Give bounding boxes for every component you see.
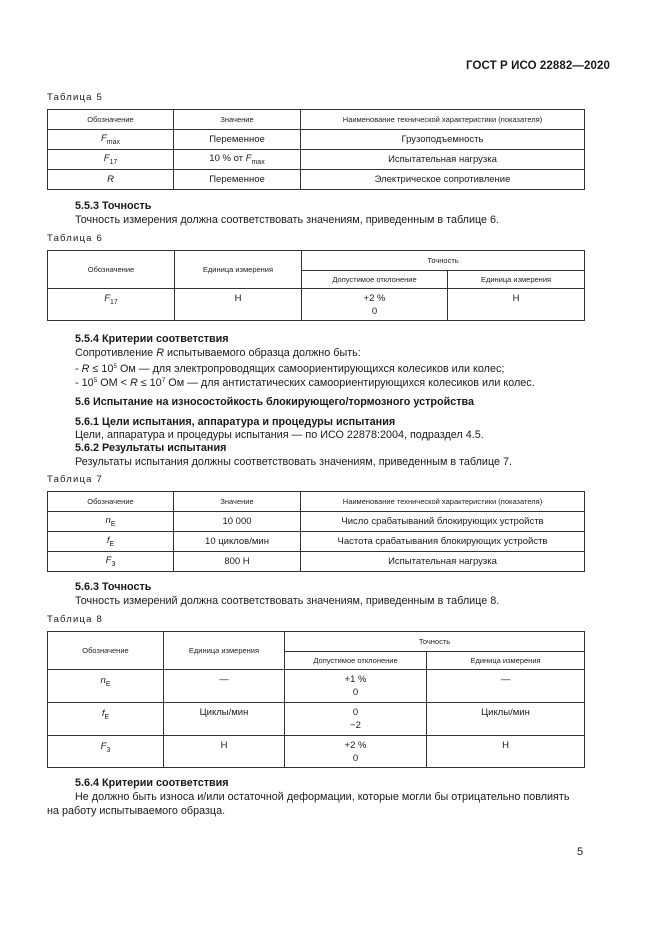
paragraph: Результаты испытания должны соответствовать значениям, приведенным в таблице 7. [75, 456, 513, 468]
column-header: Точность [285, 632, 585, 652]
column-header: Точность [302, 251, 585, 271]
column-header: Обозначение [48, 110, 174, 130]
symbol-cell: $F_{17}$ [48, 150, 174, 170]
name-cell: Электрическое сопротивление [301, 170, 585, 190]
unit-cell: — [164, 670, 285, 703]
value-cell: 10 циклов/мин [174, 532, 301, 552]
column-header: Единица измерения [175, 251, 302, 289]
section-heading: 5.6 Испытание на износостойкость блокирующего/тормозного устройства [75, 396, 475, 408]
table-row [48, 150, 585, 170]
column-header: Единица измерения [164, 632, 285, 670]
table-5 [47, 109, 585, 190]
column-header: Единица измерения [427, 652, 585, 670]
column-header: Наименование технической характеристики (показателя) [301, 492, 585, 512]
table-row [48, 703, 585, 736]
deviation-cell: +1 % 0 [285, 670, 427, 703]
symbol-cell: $f_E$ [48, 532, 174, 552]
symbol-cell: $F_{max}$ [48, 130, 174, 150]
unit-cell: Циклы/мин [427, 703, 585, 736]
unit-cell: Циклы/мин [164, 703, 285, 736]
table-6 [47, 250, 585, 321]
table-7 [47, 491, 585, 572]
table-row [48, 532, 585, 552]
section-heading: 5.6.1 Цели испытания, аппаратура и процедуры испытания [75, 416, 396, 428]
paragraph: на работу испытываемого образца. [47, 805, 226, 817]
column-header: Единица измерения [448, 271, 585, 289]
unit-cell: Н [175, 289, 302, 321]
column-header: Значение [174, 110, 301, 130]
symbol-cell: $n_E$ [48, 670, 164, 703]
symbol-cell: $n_E$ [48, 512, 174, 532]
document-code: ГОСТ Р ИСО 22882—2020 [465, 60, 610, 72]
section-heading: 5.6.3 Точность [75, 581, 152, 593]
column-header: Обозначение [48, 632, 164, 670]
column-header: Допустимое отклонение [285, 652, 427, 670]
table-8 [47, 631, 585, 768]
unit-cell: Н [448, 289, 585, 321]
symbol-cell: $f_E$ [48, 703, 164, 736]
value-cell: Переменное [174, 170, 301, 190]
table-row [48, 130, 585, 150]
table-caption: Таблица 8 [47, 614, 103, 625]
paragraph: Точность измерений должна соответствовать значениям, приведенным в таблице 8. [75, 595, 500, 607]
name-cell: Грузоподъемность [301, 130, 585, 150]
unit-cell: Н [427, 736, 585, 768]
paragraph: Цели, аппаратура и процедуры испытания — по ИСО 22878:2004, подраздел 4.5. [75, 429, 484, 441]
name-cell: Испытательная нагрузка [301, 150, 585, 170]
symbol-cell: $F_3$ [48, 736, 164, 768]
deviation-cell: +2 % 0 [285, 736, 427, 768]
name-cell: Число срабатываний блокирующих устройств [301, 512, 585, 532]
value-cell: 10 % от $F_{max}$ [174, 150, 301, 170]
table-row [48, 552, 585, 572]
page-number: 5 [577, 846, 584, 858]
table-row [48, 512, 585, 532]
table-row [48, 170, 585, 190]
table-caption: Таблица 7 [47, 474, 103, 485]
symbol-cell: R [48, 170, 174, 190]
column-header: Наименование технической характеристики (показателя) [301, 110, 585, 130]
section-heading: 5.6.4 Критерии соответствия [75, 777, 229, 789]
symbol-cell: $F_3$ [48, 552, 174, 572]
name-cell: Испытательная нагрузка [301, 552, 585, 572]
column-header: Обозначение [48, 492, 174, 512]
symbol-cell: $F_{17}$ [48, 289, 175, 321]
deviation-cell: +2 % 0 [302, 289, 448, 321]
list-item: - $R \le 10^5$ Ом — для электропроводящих самоориентирующихся колесиков или колес; [75, 363, 505, 375]
section-heading: 5.5.4 Критерии соответствия [75, 333, 229, 345]
paragraph: Не должно быть износа и/или остаточной деформации, которые могли бы отрицательно повлиять [75, 791, 570, 803]
table-caption: Таблица 6 [47, 233, 103, 244]
value-cell: Переменное [174, 130, 301, 150]
column-header: Допустимое отклонение [302, 271, 448, 289]
unit-cell: — [427, 670, 585, 703]
table-row [48, 736, 585, 768]
name-cell: Частота срабатывания блокирующих устройств [301, 532, 585, 552]
unit-cell: Н [164, 736, 285, 768]
table-row [48, 289, 585, 321]
column-header: Обозначение [48, 251, 175, 289]
paragraph: Точность измерения должна соответствовать значениям, приведенным в таблице 6. [75, 214, 500, 226]
paragraph: Сопротивление R испытываемого образца должно быть: [75, 347, 361, 359]
section-heading: 5.5.3 Точность [75, 200, 152, 212]
deviation-cell: 0 −2 [285, 703, 427, 736]
list-item: - $10^5$ ОМ < $R \le 10^7$ Ом — для антистатических самоориентирующихся колесиков или колес. [75, 377, 535, 389]
table-row [48, 670, 585, 703]
table-caption: Таблица 5 [47, 92, 103, 103]
value-cell: 10 000 [174, 512, 301, 532]
section-heading: 5.6.2 Результаты испытания [75, 442, 227, 454]
value-cell: 800 Н [174, 552, 301, 572]
column-header: Значение [174, 492, 301, 512]
